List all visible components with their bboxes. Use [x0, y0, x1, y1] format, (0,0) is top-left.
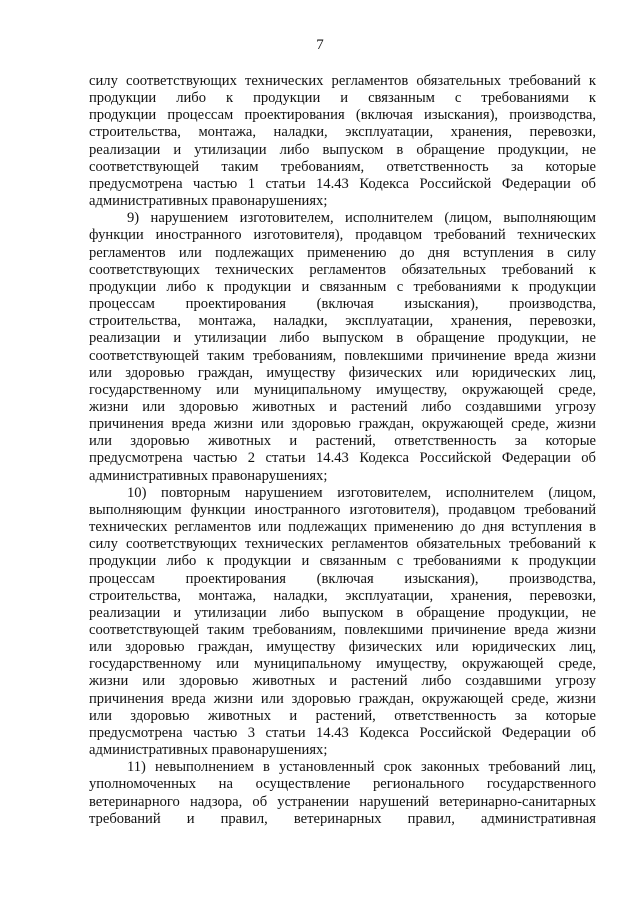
- text-line: жизни или здоровью животных и растений либо создавшими угрозу: [89, 398, 596, 415]
- text-line: продукции либо к продукции и связанным с требованиями к: [89, 90, 596, 107]
- text-line: 10) повторным нарушением изготовителем, исполнителем (лицом,: [127, 484, 596, 501]
- text-line: продукции процессам проектирования (включая изыскания), производства,: [89, 107, 596, 124]
- text-line: соответствующей таким требованиям, ответственность за которые: [89, 158, 596, 175]
- text-line: государственному или муниципальному имуществу, окружающей среде,: [89, 381, 596, 398]
- text-line: строительства, монтажа, наладки, эксплуатации, хранения, перевозки,: [89, 587, 596, 604]
- text-line: административных правонарушениях;: [89, 193, 328, 210]
- text-line: выполняющим функции иностранного изготовителя), продавцом требований: [89, 501, 596, 518]
- text-line: административных правонарушениях;: [89, 467, 328, 484]
- text-line: государственному или муниципальному имуществу, окружающей среде,: [89, 656, 596, 673]
- paragraph-item-10: [89, 485, 596, 760]
- text-line: или здоровью животных и растений, ответственность за которые: [89, 707, 596, 724]
- text-line: строительства, монтажа, наладки, эксплуатации, хранения, перевозки,: [89, 124, 596, 141]
- text-line: соответствующей таким требованиям, повлекшими причинение вреда жизни: [89, 622, 596, 638]
- text-line: или здоровью граждан, имуществу физических или юридических лиц,: [89, 364, 596, 381]
- text-line: административных правонарушениях;: [89, 742, 328, 759]
- text-line: или здоровью животных и растений, ответственность за которые: [89, 433, 596, 450]
- text-line: ветеринарного надзора, об устранении нарушений ветеринарно-санитарных: [89, 793, 596, 810]
- paragraph-item-9: [89, 210, 596, 485]
- text-line: реализации и утилизации либо выпуском в обращение продукции, не: [89, 604, 596, 621]
- document-body: [89, 73, 596, 828]
- text-line: силу соответствующих технических регламентов обязательных требований к: [89, 536, 596, 553]
- text-line: 9) нарушением изготовителем, исполнителем (лицом, выполняющим: [127, 210, 596, 227]
- text-line: процессам проектирования (включая изыскания), производства,: [89, 570, 596, 587]
- text-line: соответствующих технических регламентов обязательных требований к: [89, 261, 596, 278]
- text-line: реализации и утилизации либо выпуском в обращение продукции, не: [89, 330, 596, 347]
- paragraph-item-11: [89, 759, 596, 828]
- paragraph-continuation: [89, 73, 596, 210]
- text-line: или здоровью граждан, имуществу физических или юридических лиц,: [89, 639, 596, 656]
- text-line: причинения вреда жизни или здоровью граждан, окружающей среде, жизни: [89, 416, 596, 433]
- text-line: строительства, монтажа, наладки, эксплуатации, хранения, перевозки,: [89, 313, 596, 330]
- text-line: реализации и утилизации либо выпуском в обращение продукции, не: [89, 141, 596, 158]
- text-line: 11) невыполнением в установленный срок законных требований лиц,: [127, 759, 596, 776]
- text-line: требований и правил, ветеринарных правил, административная: [89, 810, 596, 827]
- text-line: продукции либо к продукции и связанным с требованиями к продукции: [89, 553, 596, 570]
- page-number: 7: [316, 37, 324, 53]
- text-line: предусмотрена частью 3 статьи 14.43 Кодекса Российской Федерации об: [89, 724, 596, 741]
- text-line: жизни или здоровью животных и растений либо создавшими угрозу: [89, 673, 596, 690]
- text-line: функции иностранного изготовителя), продавцом требований технических: [89, 227, 596, 244]
- text-line: причинения вреда жизни или здоровью граждан, окружающей среде, жизни: [89, 690, 596, 707]
- text-line: силу соответствующих технических регламентов обязательных требований к: [89, 73, 596, 89]
- text-line: предусмотрена частью 2 статьи 14.43 Кодекса Российской Федерации об: [89, 450, 596, 467]
- text-line: уполномоченных на осуществление регионального государственного: [89, 776, 596, 793]
- text-line: регламентов или подлежащих применению до дня вступления в силу: [89, 244, 596, 261]
- text-line: технических регламентов или подлежащих применению до дня вступления в: [89, 519, 596, 536]
- text-line: процессам проектирования (включая изыскания), производства,: [89, 296, 596, 313]
- text-line: соответствующей таким требованиям, повлекшими причинение вреда жизни: [89, 347, 596, 364]
- text-line: предусмотрена частью 1 статьи 14.43 Кодекса Российской Федерации об: [89, 175, 596, 192]
- text-line: продукции либо к продукции и связанным с требованиями к продукции: [89, 278, 596, 295]
